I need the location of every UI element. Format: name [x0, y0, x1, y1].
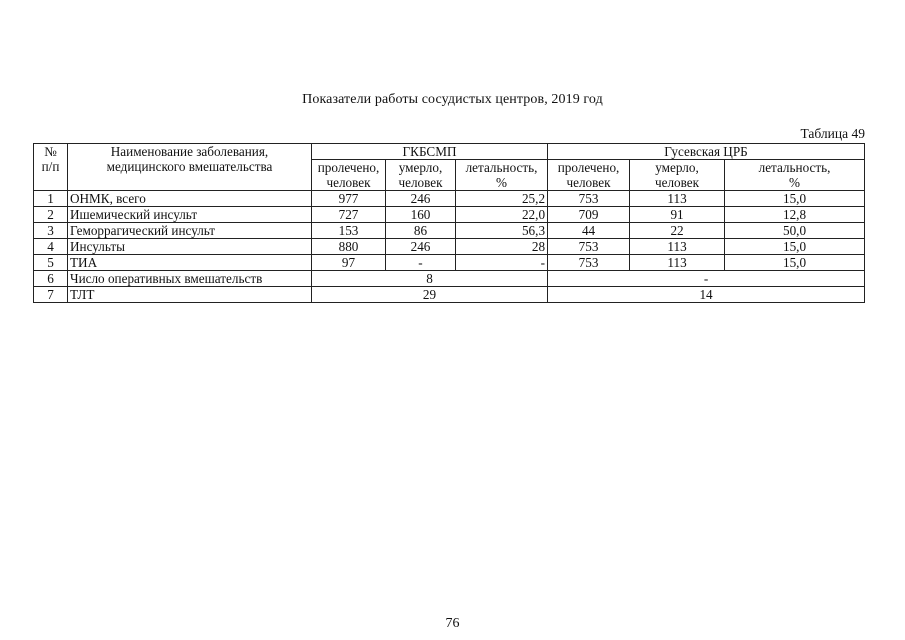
g2-died-cell: 113 — [630, 239, 725, 255]
g1-treated-cell: 97 — [312, 255, 386, 271]
subheader-died — [386, 160, 456, 191]
table-row — [34, 255, 865, 271]
g2-treated-cell: 753 — [548, 239, 630, 255]
g1-lethality-cell: - — [456, 255, 548, 271]
g2-treated-cell: 753 — [548, 255, 630, 271]
subheader-died-line2: человек — [654, 175, 700, 190]
subheader-treated-line2: человек — [326, 175, 371, 190]
g1-merged-cell: 29 — [312, 287, 548, 303]
subheader-died-line1: умерло, — [655, 160, 699, 175]
g2-lethality-cell: 15,0 — [725, 239, 865, 255]
g1-treated-cell: 977 — [312, 191, 386, 207]
subheader-lethality-line2: % — [496, 175, 508, 190]
g2-treated-cell: 44 — [548, 223, 630, 239]
subheader-lethality-line2: % — [789, 175, 801, 190]
g1-died-cell: 246 — [386, 191, 456, 207]
subheader-died-line2: человек — [398, 175, 443, 190]
col-header-name-line1: Наименование заболевания, — [110, 144, 269, 159]
g2-merged-cell: - — [548, 271, 865, 287]
g1-lethality-cell: 56,3 — [456, 223, 548, 239]
table-row — [34, 239, 865, 255]
g2-died-cell: 91 — [630, 207, 725, 223]
subheader-lethality — [456, 160, 548, 191]
group-header-gkbsmp: ГКБСМП — [312, 144, 548, 160]
row-number: 6 — [34, 271, 68, 287]
col-header-name-line2: медицинского вмешательства — [106, 159, 273, 174]
g1-treated-cell: 727 — [312, 207, 386, 223]
row-name: ОНМК, всего — [68, 191, 312, 207]
page-title: Показатели работы сосудистых центров, 2019 год — [302, 92, 603, 107]
table-row — [34, 287, 865, 303]
table-row — [34, 223, 865, 239]
row-name: Число оперативных вмешательств — [68, 271, 312, 287]
g2-lethality-cell: 50,0 — [725, 223, 865, 239]
row-number: 5 — [34, 255, 68, 271]
g2-died-cell: 113 — [630, 255, 725, 271]
row-name: ТЛТ — [68, 287, 312, 303]
subheader-treated-line1: пролечено, — [317, 160, 380, 175]
table-row — [34, 271, 865, 287]
g2-lethality-cell: 15,0 — [725, 255, 865, 271]
g1-lethality-cell: 28 — [456, 239, 548, 255]
g2-lethality-cell: 15,0 — [725, 191, 865, 207]
row-number: 2 — [34, 207, 68, 223]
g1-treated-cell: 880 — [312, 239, 386, 255]
table-row — [34, 191, 865, 207]
g1-died-cell: 86 — [386, 223, 456, 239]
row-name: ТИА — [68, 255, 312, 271]
g2-lethality-cell: 12,8 — [725, 207, 865, 223]
g1-died-cell: 246 — [386, 239, 456, 255]
g2-died-cell: 113 — [630, 191, 725, 207]
row-number: 1 — [34, 191, 68, 207]
col-header-num-line2: п/п — [41, 159, 60, 174]
row-name: Инсульты — [68, 239, 312, 255]
subheader-treated — [312, 160, 386, 191]
g2-treated-cell: 753 — [548, 191, 630, 207]
g2-died-cell: 22 — [630, 223, 725, 239]
subheader-treated-line1: пролечено, — [557, 160, 620, 175]
g2-treated-cell: 709 — [548, 207, 630, 223]
subheader-lethality — [725, 160, 865, 191]
row-number: 7 — [34, 287, 68, 303]
subheader-died — [630, 160, 725, 191]
col-header-num — [34, 144, 68, 191]
subheader-lethality-line1: летальность, — [758, 160, 831, 175]
subheader-died-line1: умерло, — [398, 160, 443, 175]
subheader-treated — [548, 160, 630, 191]
group-header-gusev: Гусевская ЦРБ — [548, 144, 865, 160]
g1-treated-cell: 153 — [312, 223, 386, 239]
page-number: 76 — [445, 616, 460, 631]
g1-merged-cell: 8 — [312, 271, 548, 287]
col-header-name — [68, 144, 312, 191]
g1-died-cell: - — [386, 255, 456, 271]
g1-died-cell: 160 — [386, 207, 456, 223]
row-number: 3 — [34, 223, 68, 239]
subheader-treated-line2: человек — [566, 175, 611, 190]
row-name: Ишемический инсульт — [68, 207, 312, 223]
table-header-row-1 — [34, 144, 865, 160]
g1-lethality-cell: 22,0 — [456, 207, 548, 223]
table-label: Таблица 49 — [800, 126, 865, 141]
table-row — [34, 207, 865, 223]
g1-lethality-cell: 25,2 — [456, 191, 548, 207]
col-header-num-line1: № — [44, 144, 57, 159]
row-name: Геморрагический инсульт — [68, 223, 312, 239]
data-table — [33, 143, 865, 303]
g2-merged-cell: 14 — [548, 287, 865, 303]
subheader-lethality-line1: летальность, — [465, 160, 538, 175]
row-number: 4 — [34, 239, 68, 255]
